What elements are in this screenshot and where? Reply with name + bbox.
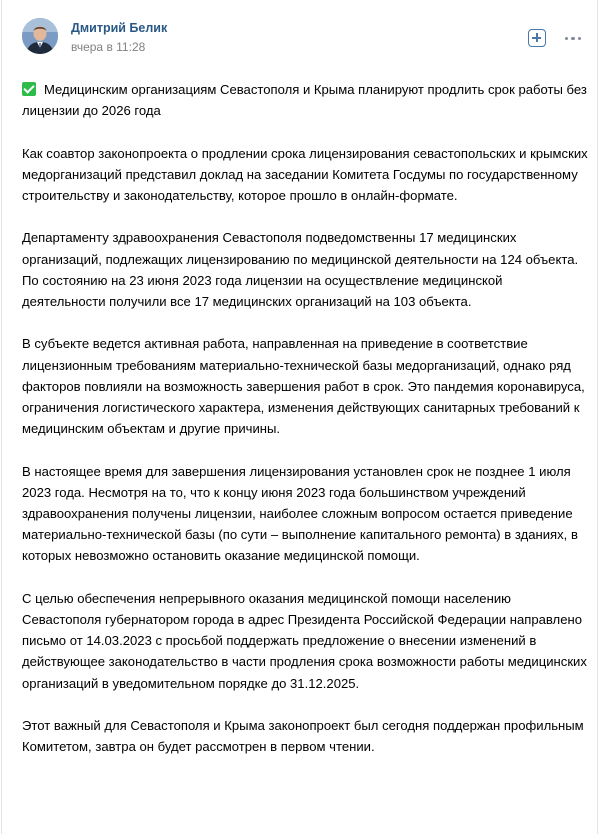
paragraph: Как соавтор законопроекта о продлении срока лицензирования севастопольских и крымских медорганизаций представил доклад на заседании Комитета Госдумы по государственному строительству и законодательству, которое прошло в онлайн-формате.	[22, 145, 588, 203]
paragraph: Этот важный для Севастополя и Крыма законопроект был сегодня поддержан профильным Комитетом, завтра он будет рассмотрен в первом чтении.	[22, 718, 584, 755]
add-square-icon[interactable]	[528, 29, 546, 47]
post-header	[22, 18, 582, 58]
avatar[interactable]	[22, 18, 58, 54]
post-text	[22, 79, 588, 779]
post-card	[1, 0, 598, 834]
author-name[interactable]: Дмитрий Белик	[71, 21, 168, 35]
paragraph: С целью обеспечения непрерывного оказания медицинской помощи населению Севастополя губернатором города в адрес Президента Российской Федерации направлено письмо от 14.03.2023 с просьбой поддержать предложение о внесении изменений в действующее законодательство в части продления срока возможности работы медицинских организаций в уведомительном порядке до 31.12.2025.	[22, 590, 587, 691]
more-dots-icon[interactable]	[563, 28, 583, 48]
paragraph: Департаменту здравоохранения Севастополя подведомственны 17 медицинских организаций, подлежащих лицензированию по медицинской деятельности на 124 объекта. По состоянию на 23 июня 2023 года лицензии на осуществление медицинской деятельности получили все 17 медицинских организаций на 103 объекта.	[22, 230, 579, 309]
paragraph: В настоящее время для завершения лицензирования установлен срок не позднее 1 июля 2023 года. Несмотря на то, что к концу июня 2023 года большинством учреждений здравоохранения получены лицензии, наиболее сложным вопросом остается приведение материально-технической базы (по сути – выполнение капитального ремонта) в зданиях, в которых невозможно остановить оказание медицинской помощи.	[22, 463, 578, 564]
avatar-photo	[22, 18, 58, 54]
headline-text: Медицинским организациям Севастополя и Крыма планируют продлить срок работы без лицензии до 2026 года	[22, 82, 587, 119]
check-mark-icon	[22, 82, 36, 96]
post-headline	[22, 79, 588, 121]
paragraph: В субъекте ведется активная работа, направленная на приведение в соответствие лицензионным требованиям материально-технической базы медорганизаций, однако ряд факторов повлияли на возможность завершения работ в срок. Это пандемия коронавируса, ограничения логистического характера, изменения действующих санитарных требований к медицинским объектам и другие причины.	[22, 336, 585, 437]
post-date[interactable]: вчера в 11:28	[71, 40, 146, 54]
